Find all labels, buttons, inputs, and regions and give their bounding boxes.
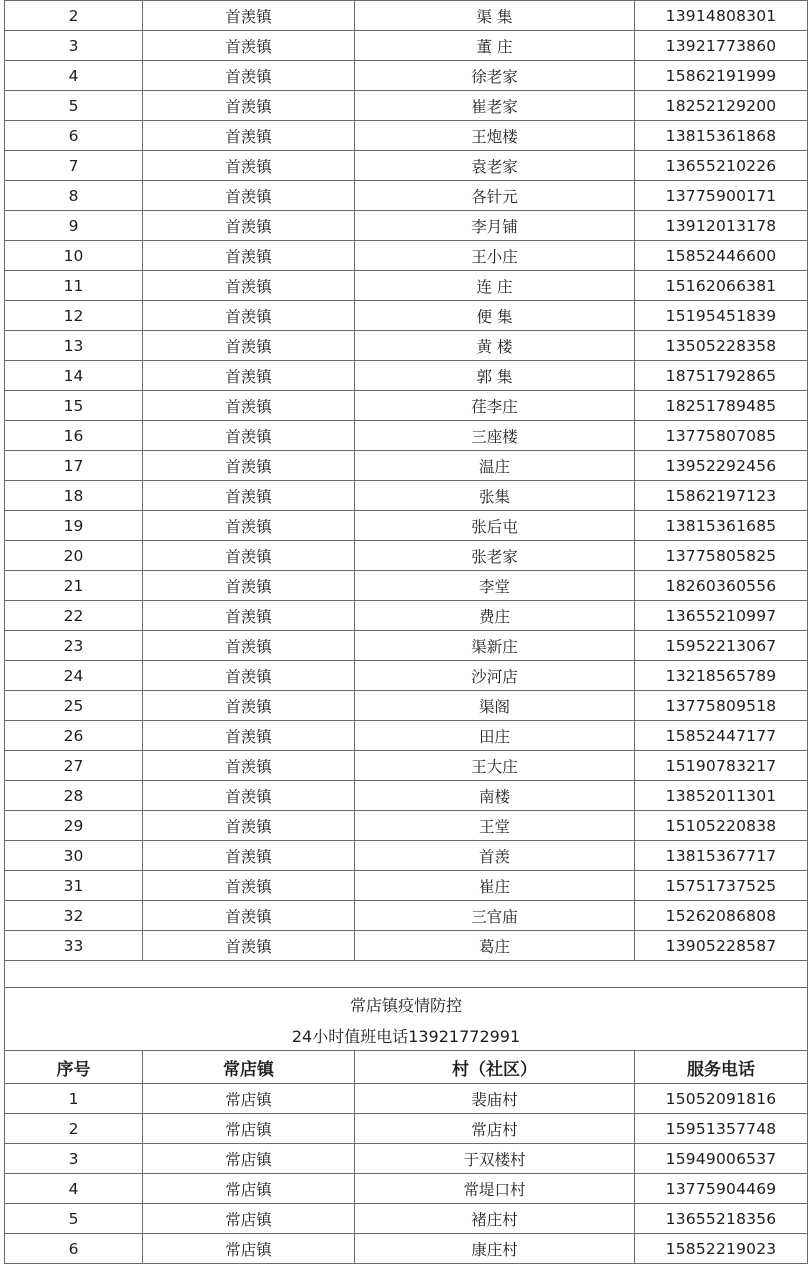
town-cell: 首羡镇 [143,211,355,241]
village-cell: 于双楼村 [355,1144,635,1174]
table-row [5,451,808,481]
village-cell: 裴庙村 [355,1084,635,1114]
town-cell: 首羡镇 [143,511,355,541]
village-cell: 王炮楼 [355,121,635,151]
phone-cell: 15852447177 [635,721,808,751]
town-cell: 首羡镇 [143,901,355,931]
serial-number-cell: 2 [5,1114,143,1144]
phone-cell: 15862191999 [635,61,808,91]
phone-cell: 15262086808 [635,901,808,931]
table-row [5,271,808,301]
village-cell: 葛庄 [355,931,635,961]
section1-rows [5,1,808,961]
table-row [5,391,808,421]
spacer-row [5,961,808,988]
table-row [5,571,808,601]
phone-cell: 15190783217 [635,751,808,781]
town-cell: 首羡镇 [143,421,355,451]
town-cell: 首羡镇 [143,301,355,331]
phone-cell: 18260360556 [635,571,808,601]
town-cell: 首羡镇 [143,61,355,91]
village-cell: 张老家 [355,541,635,571]
table-row [5,1084,808,1114]
serial-number-cell: 22 [5,601,143,631]
table-row [5,1174,808,1204]
town-cell: 首羡镇 [143,481,355,511]
serial-number-cell: 5 [5,1204,143,1234]
village-cell: 黄 楼 [355,331,635,361]
section2-title: 常店镇疫情防控 [5,988,808,1021]
serial-number-cell: 25 [5,691,143,721]
village-cell: 袁老家 [355,151,635,181]
table-row [5,781,808,811]
serial-number-cell: 28 [5,781,143,811]
phone-cell: 13775904469 [635,1174,808,1204]
serial-number-cell: 10 [5,241,143,271]
serial-number-cell: 9 [5,211,143,241]
phone-cell: 13815361685 [635,511,808,541]
section2-hotline-row [5,1021,808,1051]
serial-number-cell: 21 [5,571,143,601]
town-cell: 首羡镇 [143,571,355,601]
village-cell: 渠新庄 [355,631,635,661]
serial-number-cell: 19 [5,511,143,541]
serial-number-cell: 31 [5,871,143,901]
table-row [5,91,808,121]
town-cell: 首羡镇 [143,31,355,61]
header-phone: 服务电话 [635,1051,808,1084]
table-row [5,1,808,31]
village-cell: 连 庄 [355,271,635,301]
table-row [5,901,808,931]
village-cell: 便 集 [355,301,635,331]
phone-cell: 13912013178 [635,211,808,241]
phone-cell: 18252129200 [635,91,808,121]
serial-number-cell: 33 [5,931,143,961]
town-cell: 首羡镇 [143,181,355,211]
section2-rows [5,1084,808,1264]
town-cell: 首羡镇 [143,811,355,841]
table-row [5,541,808,571]
village-cell: 南楼 [355,781,635,811]
town-cell: 首羡镇 [143,151,355,181]
table-row [5,61,808,91]
phone-cell: 15052091816 [635,1084,808,1114]
table-row [5,301,808,331]
phone-cell: 15951357748 [635,1114,808,1144]
serial-number-cell: 32 [5,901,143,931]
village-cell: 崔老家 [355,91,635,121]
village-cell: 田庄 [355,721,635,751]
phone-cell: 13218565789 [635,661,808,691]
town-cell: 首羡镇 [143,751,355,781]
phone-cell: 13905228587 [635,931,808,961]
table-row [5,661,808,691]
town-cell: 常店镇 [143,1234,355,1264]
serial-number-cell: 14 [5,361,143,391]
town-cell: 首羡镇 [143,601,355,631]
table-row [5,331,808,361]
village-cell: 荏李庄 [355,391,635,421]
village-cell: 徐老家 [355,61,635,91]
town-cell: 首羡镇 [143,661,355,691]
serial-number-cell: 30 [5,841,143,871]
town-cell: 首羡镇 [143,121,355,151]
town-cell: 常店镇 [143,1114,355,1144]
town-cell: 常店镇 [143,1084,355,1114]
village-cell: 崔庄 [355,871,635,901]
phone-cell: 13655210997 [635,601,808,631]
town-cell: 首羡镇 [143,241,355,271]
table-row [5,151,808,181]
header-village: 村（社区） [355,1051,635,1084]
town-cell: 首羡镇 [143,331,355,361]
serial-number-cell: 26 [5,721,143,751]
spacer-cell [5,961,808,988]
serial-number-cell: 6 [5,121,143,151]
town-cell: 首羡镇 [143,271,355,301]
phone-cell: 13852011301 [635,781,808,811]
table-row [5,211,808,241]
town-cell: 首羡镇 [143,721,355,751]
village-cell: 三官庙 [355,901,635,931]
town-cell: 首羡镇 [143,781,355,811]
phone-cell: 13921773860 [635,31,808,61]
phone-cell: 13775900171 [635,181,808,211]
serial-number-cell: 23 [5,631,143,661]
serial-number-cell: 20 [5,541,143,571]
village-cell: 常店村 [355,1114,635,1144]
phone-cell: 13775807085 [635,421,808,451]
town-cell: 首羡镇 [143,91,355,121]
phone-cell: 15949006537 [635,1144,808,1174]
phone-cell: 18251789485 [635,391,808,421]
phone-cell: 13952292456 [635,451,808,481]
serial-number-cell: 24 [5,661,143,691]
phone-cell: 13914808301 [635,1,808,31]
town-cell: 首羡镇 [143,391,355,421]
table-row [5,121,808,151]
phone-cell: 18751792865 [635,361,808,391]
town-cell: 首羡镇 [143,1,355,31]
serial-number-cell: 29 [5,811,143,841]
town-cell: 首羡镇 [143,841,355,871]
town-cell: 首羡镇 [143,871,355,901]
serial-number-cell: 27 [5,751,143,781]
table-row [5,511,808,541]
serial-number-cell: 4 [5,1174,143,1204]
serial-number-cell: 6 [5,1234,143,1264]
table-row [5,601,808,631]
table-row [5,751,808,781]
town-cell: 常店镇 [143,1174,355,1204]
header-town: 常店镇 [143,1051,355,1084]
phone-cell: 15852446600 [635,241,808,271]
phone-cell: 15952213067 [635,631,808,661]
town-cell: 首羡镇 [143,931,355,961]
serial-number-cell: 17 [5,451,143,481]
village-cell: 王大庄 [355,751,635,781]
header-row [5,1051,808,1084]
phone-cell: 15862197123 [635,481,808,511]
village-cell: 三座楼 [355,421,635,451]
serial-number-cell: 3 [5,1144,143,1174]
table-row [5,1144,808,1174]
table-row [5,811,808,841]
serial-number-cell: 12 [5,301,143,331]
header-no: 序号 [5,1051,143,1084]
phone-cell: 15751737525 [635,871,808,901]
serial-number-cell: 18 [5,481,143,511]
table-row [5,31,808,61]
town-cell: 首羡镇 [143,361,355,391]
contact-table [4,0,808,1264]
village-cell: 沙河店 [355,661,635,691]
table-row [5,871,808,901]
town-cell: 首羡镇 [143,631,355,661]
phone-cell: 15105220838 [635,811,808,841]
village-cell: 康庄村 [355,1234,635,1264]
table-row [5,1114,808,1144]
village-cell: 首羡 [355,841,635,871]
serial-number-cell: 3 [5,31,143,61]
table-row [5,721,808,751]
phone-cell: 13815361868 [635,121,808,151]
table-row [5,421,808,451]
village-cell: 李堂 [355,571,635,601]
serial-number-cell: 1 [5,1084,143,1114]
phone-cell: 13655210226 [635,151,808,181]
table-row [5,631,808,661]
town-cell: 常店镇 [143,1204,355,1234]
village-cell: 褚庄村 [355,1204,635,1234]
phone-cell: 15162066381 [635,271,808,301]
serial-number-cell: 11 [5,271,143,301]
table-row [5,181,808,211]
serial-number-cell: 2 [5,1,143,31]
village-cell: 各针元 [355,181,635,211]
table-row [5,1234,808,1264]
village-cell: 温庄 [355,451,635,481]
table-row [5,361,808,391]
town-cell: 首羡镇 [143,691,355,721]
serial-number-cell: 15 [5,391,143,421]
town-cell: 首羡镇 [143,541,355,571]
phone-cell: 13775809518 [635,691,808,721]
phone-cell: 13655218356 [635,1204,808,1234]
village-cell: 张集 [355,481,635,511]
section-break [5,961,808,1084]
table-row [5,691,808,721]
phone-cell: 13815367717 [635,841,808,871]
village-cell: 渠 集 [355,1,635,31]
village-cell: 常堤口村 [355,1174,635,1204]
serial-number-cell: 5 [5,91,143,121]
serial-number-cell: 4 [5,61,143,91]
phone-cell: 15852219023 [635,1234,808,1264]
serial-number-cell: 7 [5,151,143,181]
village-cell: 郭 集 [355,361,635,391]
phone-cell: 13505228358 [635,331,808,361]
town-cell: 常店镇 [143,1144,355,1174]
serial-number-cell: 16 [5,421,143,451]
village-cell: 渠阁 [355,691,635,721]
table-row [5,481,808,511]
table-row [5,1204,808,1234]
table-row [5,841,808,871]
serial-number-cell: 8 [5,181,143,211]
village-cell: 王小庄 [355,241,635,271]
phone-cell: 15195451839 [635,301,808,331]
phone-cell: 13775805825 [635,541,808,571]
village-cell: 董 庄 [355,31,635,61]
section2-title-row [5,988,808,1021]
table-row [5,931,808,961]
village-cell: 费庄 [355,601,635,631]
village-cell: 王堂 [355,811,635,841]
table-row [5,241,808,271]
section2-hotline: 24小时值班电话13921772991 [5,1021,808,1051]
town-cell: 首羡镇 [143,451,355,481]
village-cell: 李月铺 [355,211,635,241]
village-cell: 张后屯 [355,511,635,541]
serial-number-cell: 13 [5,331,143,361]
